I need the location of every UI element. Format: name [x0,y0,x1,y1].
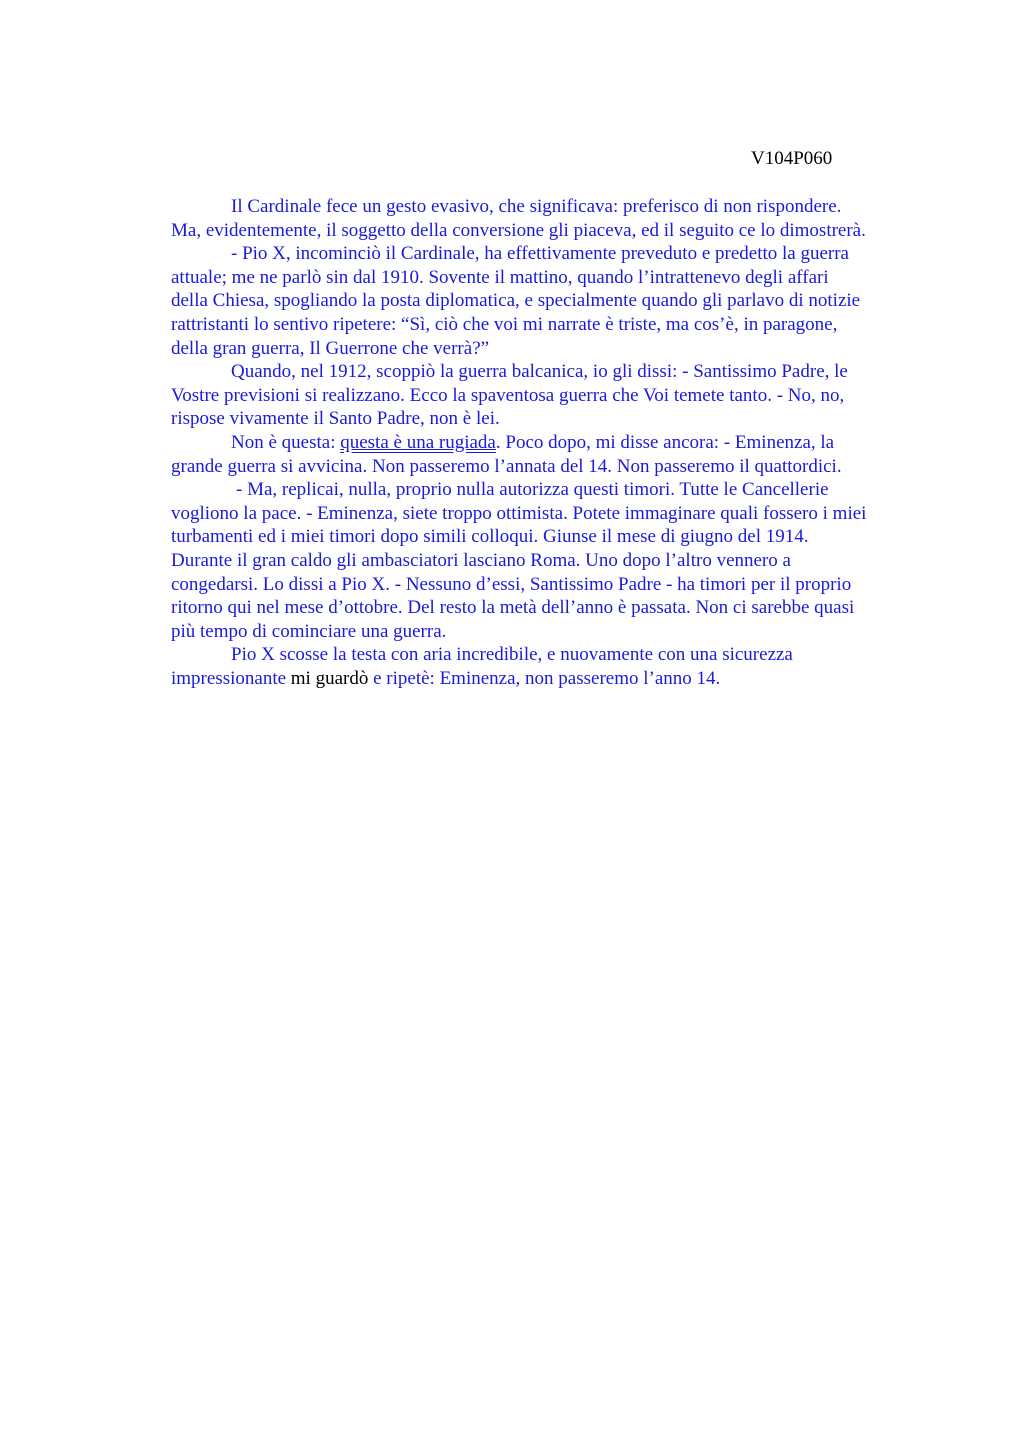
text-segment: impressionante [171,667,291,689]
text-line: ritorno qui nel mese d’ottobre. Del resto la metà dell’anno è passata. Non ci sarebbe quasi [171,597,855,619]
text-line: congedarsi. Lo dissi a Pio X. - Nessuno d’essi, Santissimo Padre - ha timori per il proprio [171,573,852,595]
text-line: più tempo di cominciare una guerra. [171,620,447,642]
text-line: Pio X scosse la testa con aria incredibile, e nuovamente con una sicurezza [231,644,793,666]
text-segment: Non è questa: [231,431,341,453]
text-line: Il Cardinale fece un gesto evasivo, che significava: preferisco di non rispondere. [231,196,842,217]
text-line: grande guerra si avvicina. Non passeremo l’annata del 14. Non passeremo il quattordici. [171,455,842,477]
text-line: - Pio X, incominciò il Cardinale, ha effettivamente preveduto e predetto la guerra [231,243,849,265]
black-text-segment: mi guardò [290,667,369,689]
text-segment: e ripetè: Eminenza, non passeremo l’anno 14. [368,667,721,689]
text-line: rattristanti lo sentivo ripetere: “Sì, ciò che voi mi narrate è triste, ma cos’è, in paragone, [171,313,838,335]
text-line: della gran guerra, Il Guerrone che verrà?” [171,337,490,359]
text-line: della Chiesa, spogliando la posta diplomatica, e specialmente quando gli parlavo di notizie [171,290,861,312]
text-line [171,431,931,455]
text-line [171,667,931,691]
text-line: Ma, evidentemente, il soggetto della conversione gli piaceva, ed il seguito ce lo dimostrerà. [171,219,866,241]
page-identifier: V104P060 [751,148,833,169]
underlined-phrase: questa è una rugiada [340,431,496,453]
text-line: Quando, nel 1912, scoppiò la guerra balcanica, io gli dissi: - Santissimo Padre, le [231,361,848,383]
text-line: attuale; me ne parlò sin dal 1910. Sovente il mattino, quando l’intrattenevo degli affari [171,266,829,288]
text-line: Vostre previsioni si realizzano. Ecco la spaventosa guerra che Voi temete tanto. - No, no, [171,384,845,406]
text-line: turbamenti ed i miei timori dopo simili colloqui. Giunse il mese di giugno del 1914. [171,526,809,548]
text-segment: . Poco dopo, mi disse ancora: - Eminenza, la [495,431,835,453]
text-line: rispose vivamente il Santo Padre, non è lei. [171,408,500,430]
text-line: vogliono la pace. - Eminenza, siete troppo ottimista. Potete immaginare quali fossero i miei [171,502,867,524]
document-body [171,195,931,690]
text-line: Durante il gran caldo gli ambasciatori lasciano Roma. Uno dopo l’altro vennero a [171,549,791,571]
text-line: - Ma, replicai, nulla, proprio nulla autorizza questi timori. Tutte le Cancellerie [236,479,829,501]
